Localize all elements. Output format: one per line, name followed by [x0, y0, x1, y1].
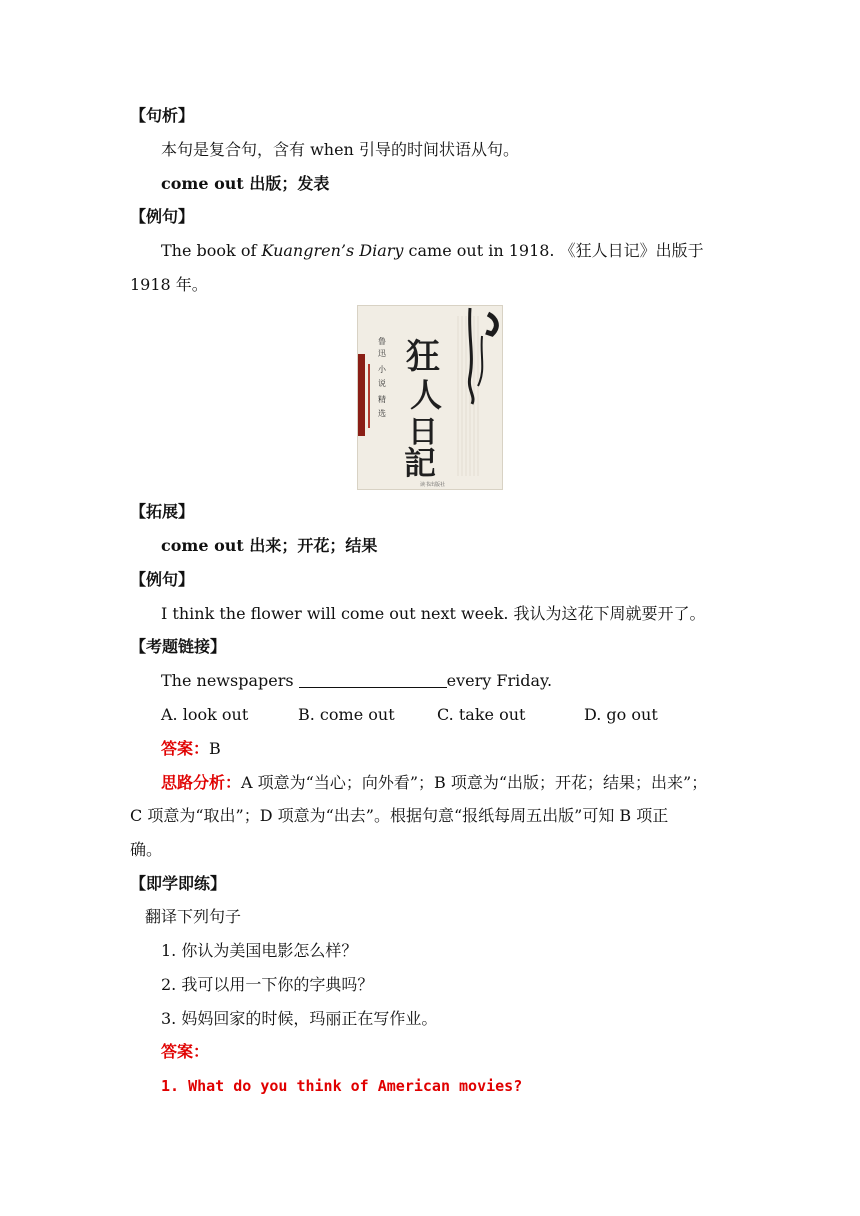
svg-text:读书出版社: 读书出版社: [420, 482, 446, 488]
svg-text:精: 精: [378, 395, 386, 404]
practice-answer-1: 1. What do you think of American movies?: [161, 1077, 523, 1095]
analysis-text-1: A 项意为“当心；向外看”；B 项意为“出版；开花；结果；出来”；: [241, 773, 708, 792]
answer-blank: [299, 673, 447, 688]
svg-text:说: 说: [378, 379, 386, 388]
option-d: D. go out: [584, 705, 658, 724]
svg-text:小: 小: [378, 365, 386, 374]
cover-char-2: 人: [410, 376, 443, 414]
question-text-before: The newspapers: [161, 671, 299, 690]
svg-text:迅: 迅: [378, 349, 386, 358]
svg-text:选: 选: [378, 409, 386, 418]
example-1-line-2: 1918 年。: [130, 275, 208, 294]
example-1-text-after: came out in 1918. 《狂人日记》出版于: [403, 241, 704, 260]
analysis-text: 本句是复合句，含有 when 引导的时间状语从句。: [161, 140, 519, 159]
practice-item-2: 2. 我可以用一下你的字典吗？: [161, 975, 374, 994]
analysis-line-1: [161, 773, 707, 793]
heading-practice: 【即学即练】: [130, 874, 227, 893]
exam-answer: [161, 739, 221, 759]
answer-label: 答案：: [161, 739, 210, 758]
cover-char-4: 記: [404, 444, 437, 482]
cover-char-1: 狂: [406, 337, 440, 377]
practice-item-3: 3. 妈妈回家的时候，玛丽正在写作业。: [161, 1009, 438, 1028]
heading-example-2: 【例句】: [130, 570, 195, 589]
heading-example-1: 【例句】: [130, 207, 195, 226]
example-1-line-1: [161, 241, 704, 261]
phrase-come-out-publish: come out 出版；发表: [161, 174, 330, 193]
book-cover-art: [358, 306, 503, 490]
answer-value: B: [209, 739, 221, 758]
heading-sentence-analysis: 【句析】: [130, 106, 195, 125]
question-text-after: every Friday.: [446, 671, 553, 690]
option-c: C. take out: [437, 705, 526, 724]
phrase-come-out-bloom: come out 出来；开花；结果: [161, 536, 378, 555]
practice-item-1: 1. 你认为美国电影怎么样？: [161, 941, 358, 960]
example-2-text: I think the flower will come out next week. 我认为这花下周就要开了。: [161, 604, 706, 623]
svg-text:鲁: 鲁: [378, 337, 386, 346]
example-1-text-before: The book of: [161, 241, 262, 260]
option-b: B. come out: [298, 705, 395, 724]
heading-exam-link: 【考题链接】: [130, 637, 227, 656]
option-a: A. look out: [161, 705, 249, 724]
practice-answer-label: 答案：: [161, 1042, 210, 1061]
practice-instruction: 翻译下列句子: [145, 907, 242, 926]
analysis-line-3: 确。: [130, 840, 163, 859]
cover-char-3: 日: [408, 415, 438, 450]
heading-extension: 【拓展】: [130, 502, 195, 521]
exam-question: [161, 671, 552, 691]
book-title: Kuangren’s Diary: [261, 241, 404, 260]
analysis-label: 思路分析：: [161, 773, 242, 792]
book-cover-image: [357, 305, 503, 490]
analysis-line-2: C 项意为“取出”；D 项意为“出去”。根据句意“报纸每周五出版”可知 B 项正: [130, 806, 669, 825]
